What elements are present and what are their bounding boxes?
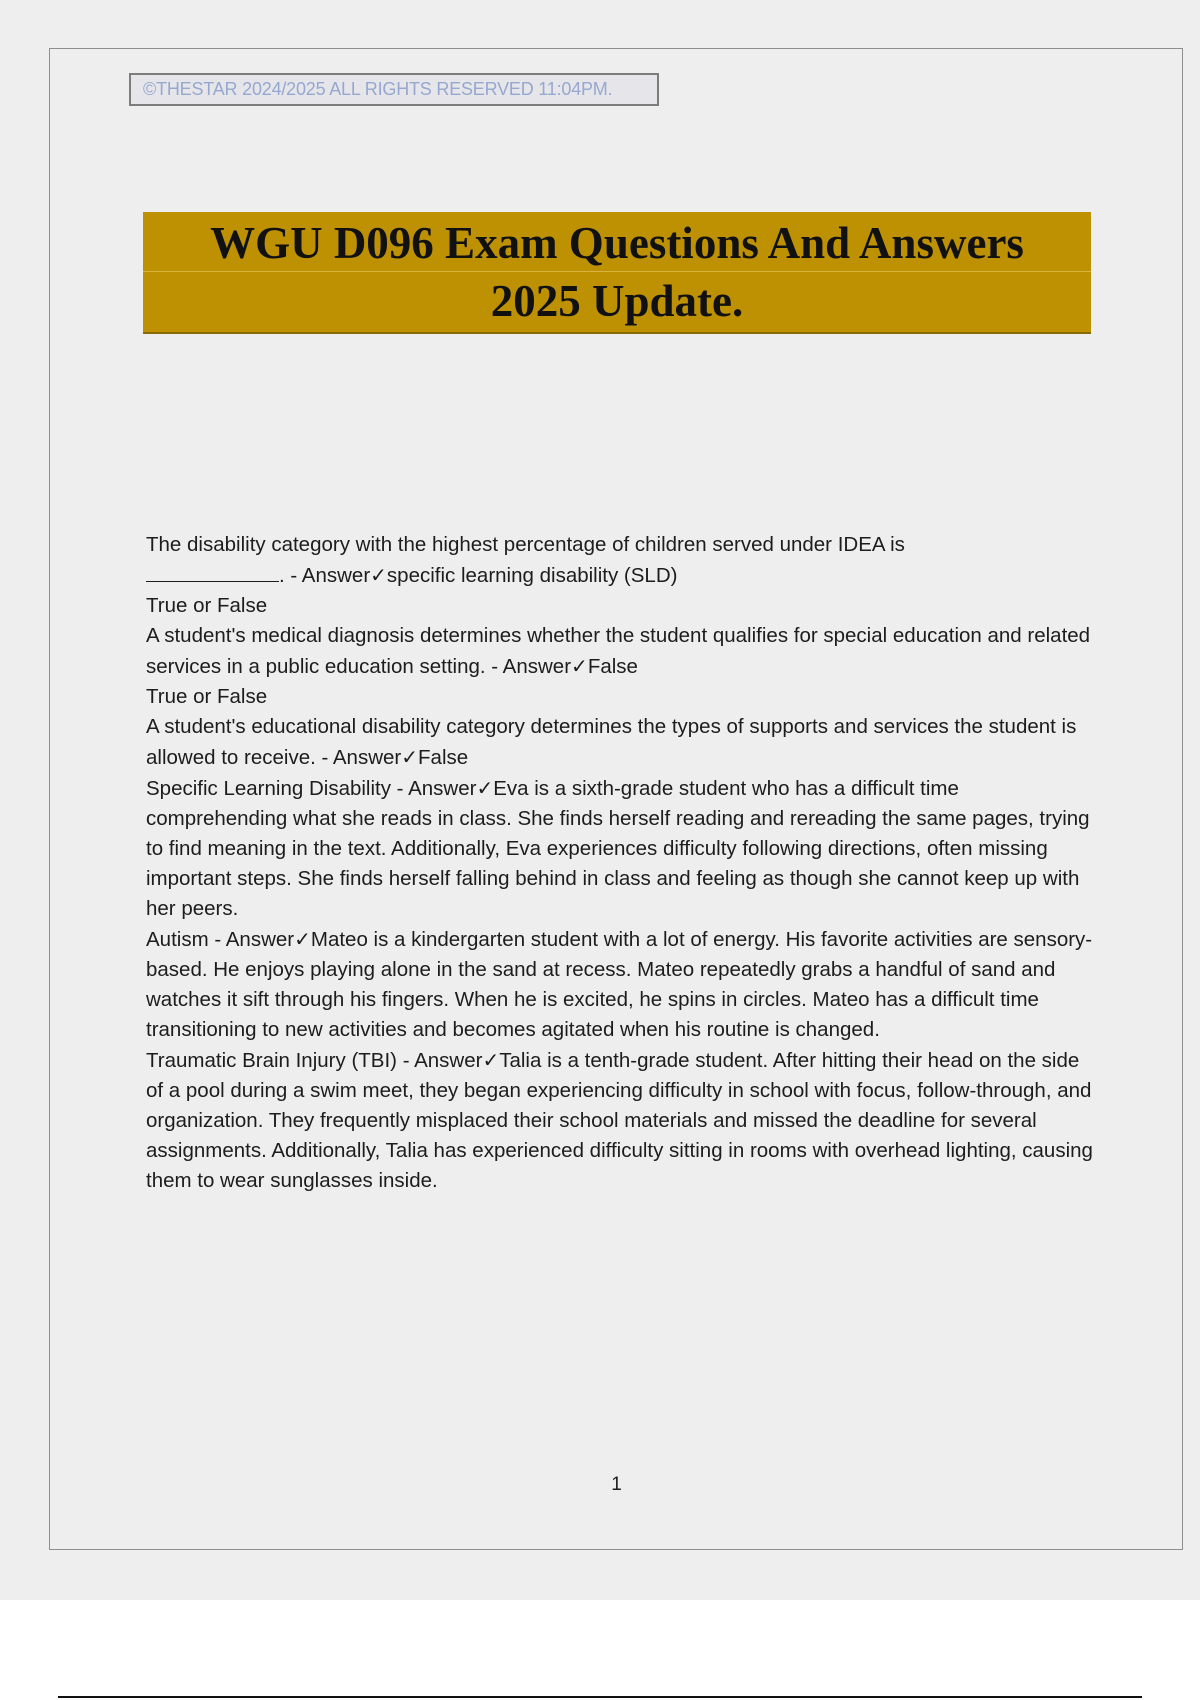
title-banner: [143, 212, 1091, 334]
qa-item-4: [146, 773, 1096, 924]
next-page-edge: [58, 1696, 1142, 1698]
answer-text: False: [587, 655, 638, 678]
question-text: A student's educational disability category determines the types of supports and services the student is allowed to receive.: [146, 715, 1077, 769]
true-or-false-label: True or False: [146, 685, 268, 708]
qa-item-3: [146, 712, 1096, 773]
answer-prefix: - Answer: [284, 564, 371, 587]
page-number: 1: [611, 1474, 622, 1495]
answer-text: Talia is a tenth-grade student. After hitting their head on the side of a pool during a swim meet, they began experiencing difficulty in school with focus, follow-through, and organization. They frequently misplaced their school materials and missed the deadline for several assignments. Additionally, Talia has experienced difficulty sitting in rooms with overhead lighting, causing them to wear sunglasses inside.: [146, 1049, 1093, 1192]
checkmark-icon: ✓: [370, 563, 387, 587]
answer-prefix: - Answer: [315, 746, 402, 769]
question-text: Traumatic Brain Injury (TBI): [146, 1049, 397, 1072]
answer-prefix: - Answer: [208, 928, 295, 951]
document-title-line-1: WGU D096 Exam Questions And Answers: [210, 218, 1024, 268]
question-text: Specific Learning Disability: [146, 777, 391, 800]
true-or-false-label: True or False: [146, 594, 268, 617]
checkmark-icon: ✓: [482, 1048, 500, 1072]
answer-prefix: - Answer: [397, 1049, 483, 1072]
answer-prefix: - Answer: [485, 655, 572, 678]
qa-item-6: [146, 1045, 1096, 1196]
copyright-notice: ©THESTAR 2024/2025 ALL RIGHTS RESERVED 11:04PM.: [129, 73, 659, 106]
answer-text: specific learning disability (SLD): [386, 564, 678, 587]
question-text: A student's medical diagnosis determines whether the student qualifies for special education and related services in a public education setting.: [146, 624, 1091, 678]
checkmark-icon: ✓: [571, 654, 588, 678]
document-body: [146, 530, 1096, 1196]
checkmark-icon: ✓: [401, 745, 419, 769]
document-title-line-2: 2025 Update.: [490, 276, 744, 326]
qa-item-2: [146, 621, 1096, 682]
checkmark-icon: ✓: [476, 776, 494, 800]
title-divider: [143, 271, 1091, 272]
answer-text: False: [418, 746, 469, 769]
question-text: The disability category with the highest percentage of children served under IDEA is: [146, 533, 905, 556]
checkmark-icon: ✓: [294, 927, 311, 951]
answer-prefix: - Answer: [390, 777, 477, 800]
answer-text: Eva is a sixth-grade student who has a difficult time comprehending what she reads in class. She finds herself reading and rereading the same pages, trying to find meaning in the text. Additionally, Eva experiences difficulty following directions, often missing important steps. She finds herself falling behind in class and feeling as though she cannot keep up with her peers.: [146, 777, 1090, 920]
question-end: .: [279, 564, 285, 587]
answer-blank: [146, 561, 279, 582]
question-text: Autism: [146, 928, 209, 951]
qa-item-1: [146, 530, 1096, 591]
qa-item-5: [146, 924, 1096, 1045]
answer-text: Mateo is a kindergarten student with a lot of energy. His favorite activities are sensory-based. He enjoys playing alone in the sand at recess. Mateo repeatedly grabs a handful of sand and watches it sift through his fingers. When he is excited, he spins in circles. Mateo has a difficult time transitioning to new activities and becomes agitated when his routine is changed.: [146, 928, 1093, 1041]
